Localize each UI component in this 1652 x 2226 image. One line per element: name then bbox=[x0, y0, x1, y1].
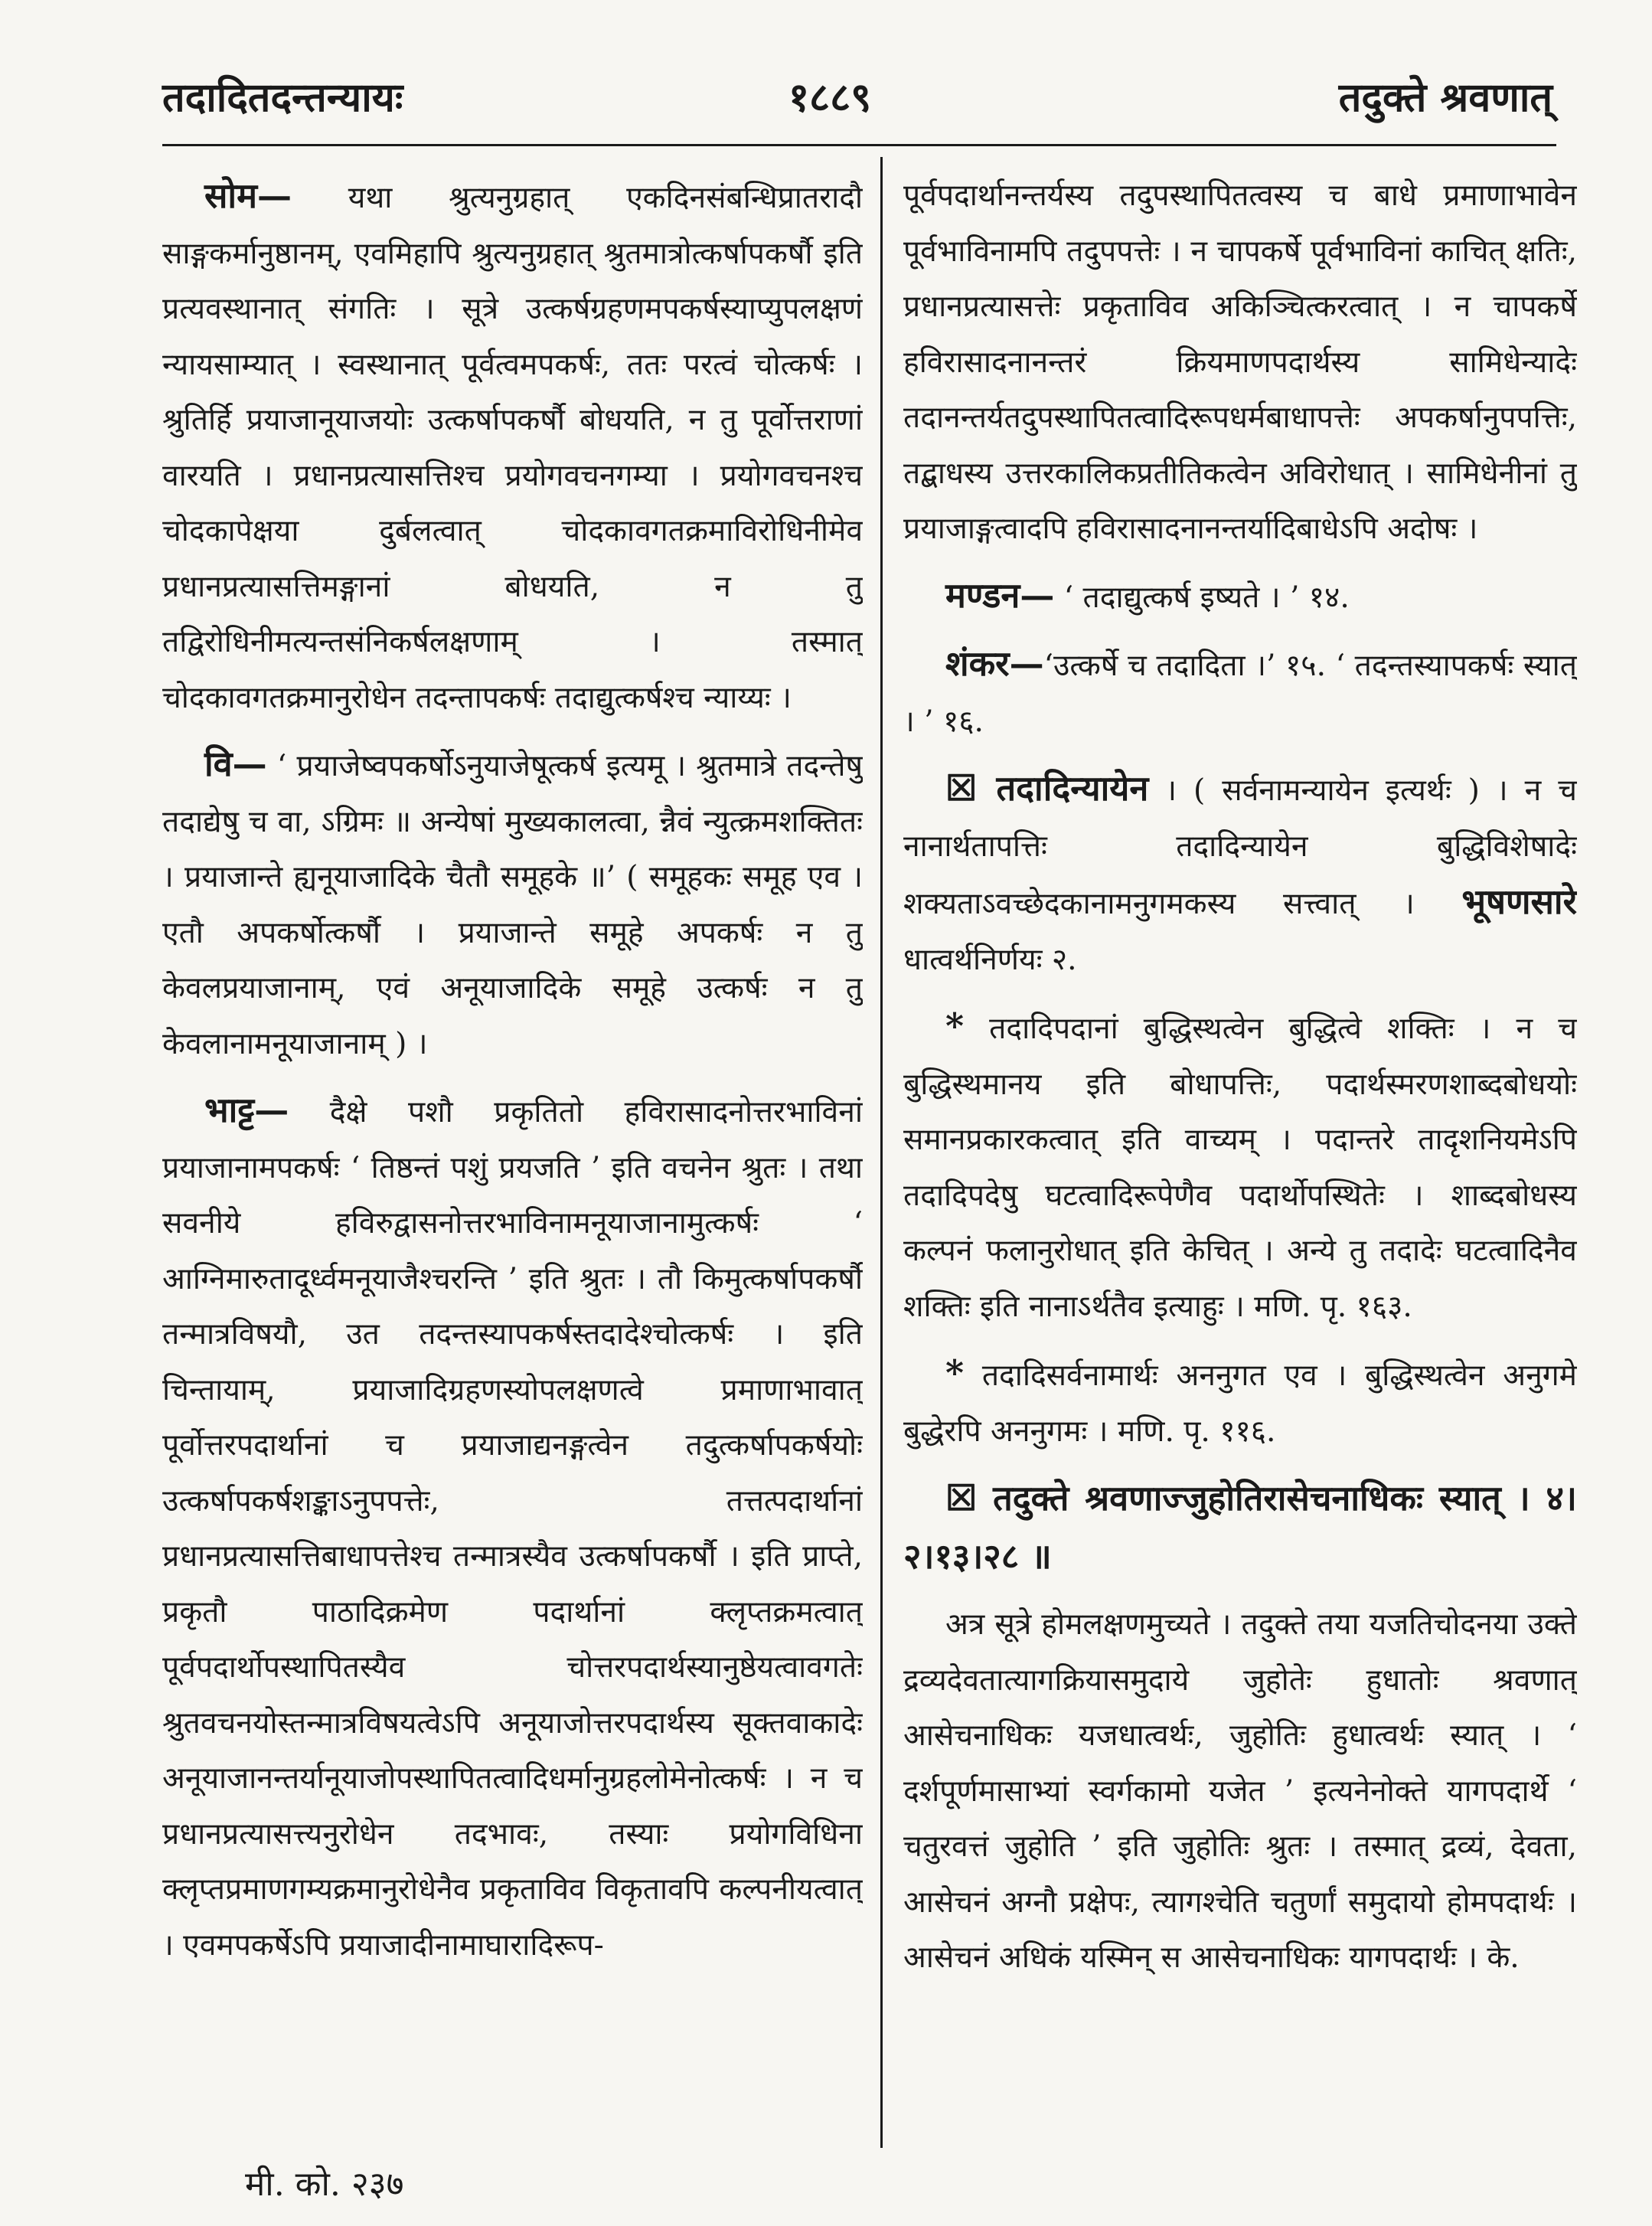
mandana-label: मण्डन— bbox=[945, 574, 1055, 616]
asterisk-symbol-icon: * bbox=[945, 1005, 965, 1047]
tadadi-nyaya-source-rest: धात्वर्थनिर्णयः २. bbox=[903, 942, 1077, 977]
sutra-explanation-paragraph: अत्र सूत्रे होमलक्षणमुच्यते । तदुक्ते तया यजतिचोदनया उक्ते द्रव्यदेवतात्यागक्रियासमुदाये जुहोतेः हुधातोः श्रवणात् आसेचनाधिकः यजधात्वर्थः, जुहोतिः हुधात्वर्थः स्यात् । ‘ दर्शपूर्णमासाभ्यां स्वर्गकामो यजेत ’ इत्यनेनोक्ते यागपदार्थे ‘ चतुरवत्तं जुहोति ’ इति जुहोतिः श्रुतः । तस्मात् द्रव्यं, देवता, आसेचनं अग्नौ प्रक्षेपः, त्यागश्चेति चतुर्णां समुदायो होमपदार्थः । आसेचनं अधिकं यस्मिन् स आसेचनाधिकः यागपदार्थः । के. bbox=[903, 1607, 1577, 1975]
sutra-heading: तदुक्ते श्रवणाज्जुहोतिरासेचनाधिकः स्यात् । ४।२।१३।२८ ॥ bbox=[903, 1478, 1577, 1577]
shankara-text: ‘उत्कर्षे च तदादिता ।’ १५. ‘ तदन्तस्यापकर्षः स्यात् । ’ १६. bbox=[903, 649, 1577, 739]
bhatta-paragraph bbox=[162, 1083, 863, 1973]
left-column bbox=[162, 168, 863, 2136]
bhatta-text: दैक्षे पशौ प्रकृतितो हविरासादनोत्तरभाविनां प्रयाजानामपकर्षः ‘ तिष्ठन्तं पशुं प्रयजति ’ इति वचनेन श्रुतः । तथा सवनीये हविरुद्वासनोत्तरभाविनामनूयाजानामुत्कर्षः ‘ आग्निमारुतादूर्ध्वमनूयाजैश्चरन्ति ’ इति श्रुतः । तौ किमुत्कर्षापकर्षौ तन्मात्रविषयौ, उत तदन्तस्यापकर्षस्तदादेश्चोत्कर्षः । इति चिन्तायाम्, प्रयाजादिग्रहणस्योपलक्षणत्वे प्रमाणाभावात् पूर्वोत्तरपदार्थानां च प्रयाजाद्यनङ्गत्वेन तदुत्कर्षापकर्षयोः उत्कर्षापकर्षशङ्काऽनुपपत्तेः, तत्तत्पदार्थानां प्रधानप्रत्यासत्तिबाधापत्तेश्च तन्मात्रस्यैव उत्कर्षापकर्षौ । इति प्राप्ते, प्रकृतौ पाठादिक्रमेण पदार्थानां क्लृप्तक्रमत्वात् पूर्वपदार्थोपस्थापितस्यैव चोत्तरपदार्थस्यानुष्ठेयत्वावगतेः श्रुतवचनयोस्तन्मात्रविषयत्वेऽपि अनूयाजोत्तरपदार्थस्य सूक्तवाकादेः अनूयाजानन्तर्यानूयाजोपस्थापितत्वादिधर्मानुग्रहलोमेनोत्कर्षः । न च प्रधानप्रत्यासत्त्यनुरोधेन तदभावः, तस्याः प्रयोगविधिना क्लृप्तप्रमाणगम्यक्रमानुरोधेनैव प्रकृताविव विकृतावपि कल्पनीयत्वात् । एवमपकर्षेऽपि प्रयाजादीनामाघारादिरूप- bbox=[162, 1095, 863, 1963]
shankara-paragraph bbox=[903, 636, 1577, 750]
soma-text: यथा श्रुत्यनुग्रहात् एकदिनसंबन्धिप्रातरादौ साङ्गकर्मानुष्ठानम्, एवमिहापि श्रुत्यनुग्रहात् श्रुतमात्रोत्कर्षापकर्षौ इति प्रत्यवस्थानात् संगतिः । सूत्रे उत्कर्षग्रहणमपकर्षस्याप्युपलक्षणं न्यायसाम्यात् । स्वस्थानात् पूर्वत्वमपकर्षः, ततः परत्वं चोत्कर्षः । श्रुतिर्हि प्रयाजानूयाजयोः उत्कर्षापकर्षौ बोधयति, न तु पूर्वोत्तराणां वारयति । प्रधानप्रत्यासत्तिश्च प्रयोगवचनगम्या । प्रयोगवचनश्च चोदकापेक्षया दुर्बलत्वात् चोदकावगतक्रमाविरोधिनीमेव प्रधानप्रत्यासत्तिमङ्गानां बोधयति, न तु तद्विरोधिनीमत्यन्तसंनिकर्षलक्षणाम् । तस्मात् चोदकावगतक्रमानुरोधेन तदन्तापकर्षः तदाद्युत्कर्षश्च न्याय्यः । bbox=[162, 181, 863, 715]
tadadi-nyaya-paragraph bbox=[903, 760, 1577, 988]
tadadi-sarvanama-text: तदादिसर्वनामार्थः अननुगत एव । बुद्धिस्थत्वेन अनुगमे बुद्धेरपि अननुगमः । मणि. पृ. ११६. bbox=[903, 1358, 1577, 1449]
hourglass-symbol-icon: ☒ bbox=[945, 1477, 978, 1518]
sutra-paragraph bbox=[903, 1470, 1577, 1587]
tadadi-sarvanama-paragraph bbox=[903, 1345, 1577, 1459]
tadadi-padanam-paragraph bbox=[903, 999, 1577, 1335]
soma-paragraph bbox=[162, 168, 863, 726]
footer-signature: मी. को. २३७ bbox=[245, 2165, 404, 2204]
running-header-right: तदुक्ते श्रवणात् bbox=[1338, 74, 1552, 121]
continuation-paragraph: पूर्वपदार्थानन्तर्यस्य तदुपस्थापितत्वस्य च बाधे प्रमाणाभावेन पूर्वभाविनामपि तदुपपत्तेः । न चापकर्षे पूर्वभाविनां काचित् क्षतिः, प्रधानप्रत्यासत्तेः प्रकृताविव अकिञ्चित्करत्वात् । न चापकर्षे हविरासादनानन्तरं क्रियमाणपदार्थस्य सामिधेन्यादेः तदानन्तर्यतदुपस्थापितत्वादिरूपधर्मबाधापत्तेः अपकर्षानुपपत्तिः, तद्बाधस्य उत्तरकालिकप्रतीतिकत्वेन अविरोधात् । सामिधेनीनां तु प्रयाजाङ्गत्वादपि हविरासादनानन्तर्यादिबाधेऽपि अदोषः । bbox=[903, 178, 1577, 546]
column-divider bbox=[880, 157, 883, 2148]
bhatta-label: भाट्ट— bbox=[204, 1090, 289, 1130]
running-header-left: तदादितदन्तन्यायः bbox=[162, 74, 403, 121]
vi-paragraph bbox=[162, 737, 863, 1072]
asterisk-symbol-icon: * bbox=[945, 1352, 965, 1394]
right-column bbox=[903, 168, 1577, 2144]
tadadi-nyaya-source: भूषणसारे bbox=[1461, 881, 1577, 922]
page-number: १८८९ bbox=[788, 74, 872, 121]
header-rule bbox=[162, 144, 1556, 146]
shankara-label: शंकर— bbox=[945, 643, 1044, 684]
mandana-text: ‘ तदाद्युत्कर्ष इष्यते । ’ १४. bbox=[1054, 580, 1350, 615]
vi-text: ‘ प्रयाजेष्वपकर्षोऽनुयाजेषूत्कर्ष इत्यमू । श्रुतमात्रे तदन्तेषु तदाद्येषु च वा, ऽग्रिमः ॥ अन्येषां मुख्यकालत्वा, न्नैवं न्युत्क्रमशक्तितः । प्रयाजान्ते ह्यनूयाजादिके चैतौ समूहके ॥’ ( समूहकः समूह एव । एतौ अपकर्षोत्कर्षौ । प्रयाजान्ते समूहे अपकर्षः न तु केवलप्रयाजानाम्, एवं अनूयाजादिके समूहे उत्कर्षः न तु केवलानामनूयाजानाम् ) । bbox=[162, 749, 863, 1061]
vi-label: वि— bbox=[204, 744, 267, 784]
mandana-paragraph bbox=[903, 568, 1577, 626]
tadadi-padanam-text: तदादिपदानां बुद्धिस्थत्वेन बुद्धित्वे शक्तिः । न च बुद्धिस्थमानय इति बोधापत्तिः, पदार्थस्मरणशाब्दबोधयोः समानप्रकारकत्वात् इति वाच्यम् । पदान्तरे तादृशनियमेऽपि तदादिपदेषु घटत्वादिरूपेणैव पदार्थोपस्थितेः । शाब्दबोधस्य कल्पनं फलानुरोधात् इति केचित् । अन्ये तु तदादेः घटत्वादिनैव शक्तिः इति नानाऽर्थतैव इत्याहुः । मणि. पृ. १६३. bbox=[903, 1012, 1577, 1324]
soma-label: सोम— bbox=[204, 175, 292, 216]
hourglass-symbol-icon: ☒ bbox=[945, 767, 978, 809]
tadadi-nyaya-heading: तदादिन्यायेन bbox=[977, 768, 1149, 809]
tadadi-nyaya-text: । ( सर्वनामन्यायेन इत्यर्थः ) । न च नानार्थतापत्तिः तदादिन्यायेन बुद्धिविशेषादेः शक्यताऽवच्छेदकानामनुगमकस्य सत्त्वात् । bbox=[903, 773, 1577, 921]
